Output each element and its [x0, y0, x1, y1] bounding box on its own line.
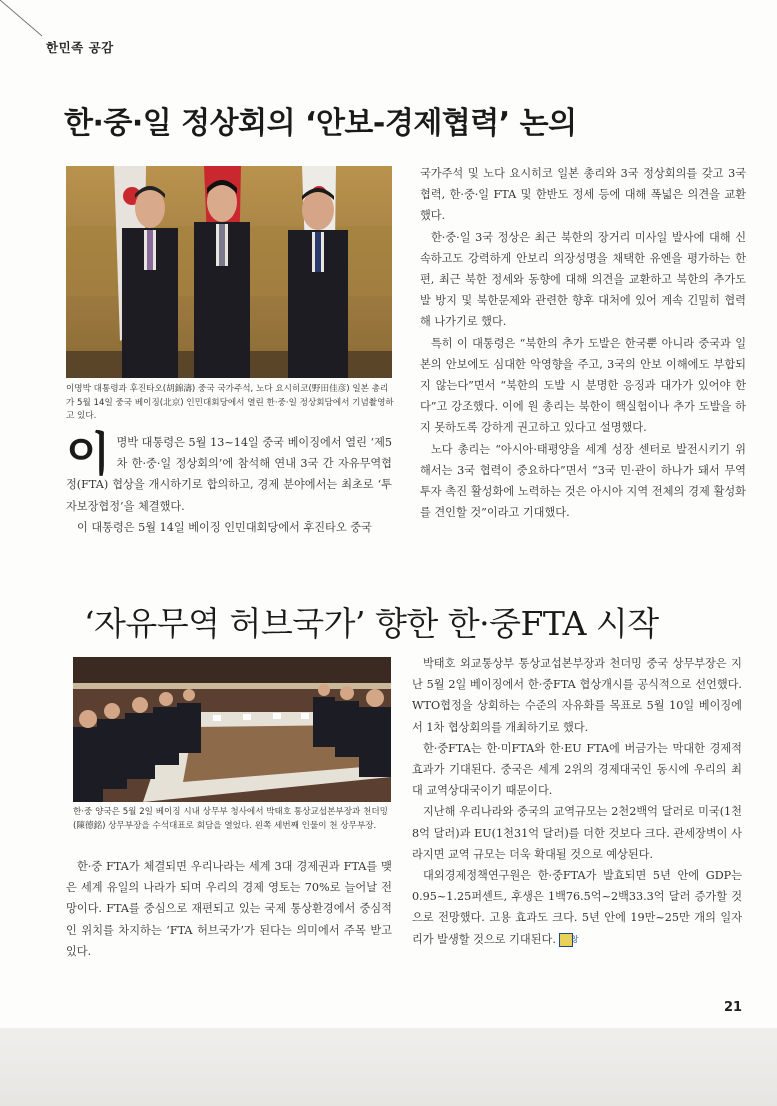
article1-paragraph: 이 대통령은 5월 14일 베이징 인민대회당에서 후진타오 중국 [77, 520, 372, 534]
article2-last-text: 대외경제정책연구원은 한·중FTA가 발효되면 5년 안에 GDP는 0.95~1.25퍼센트, 후생은 1백76.5억~2백33.3억 달러 증가할 것으로 전망했다. 고용 효과도 크다. 5년 안에 19만~25만 개의 일자리가 발생할 것으로 기대된다. [412, 869, 742, 946]
page-bottom-shadow [0, 1028, 777, 1106]
article2-paragraph: 박태호 외교통상부 통상교섭본부장과 천더밍 중국 상무부장은 지난 5월 2일 베이징에서 한·중FTA 협상개시를 공식적으로 선언했다. WTO협정을 상회하는 수준의 자유화를 목표로 5월 10일 베이징에서 1차 협상회의를 개최하기로 했다. [412, 657, 742, 734]
end-mark-icon: 창 [559, 933, 573, 947]
article1-lead-text: 명박 대통령은 5월 13~14일 중국 베이징에서 열린 ‘제5차 한·중·일 정상회의’에 참석해 연내 3국 간 자유무역협정(FTA) 협상을 개시하기로 합의하고, 경제 분야에서는 최초로 ‘투자보장협정’을 체결했다. [66, 436, 392, 513]
article2-paragraph: 지난해 우리나라와 중국의 교역규모는 2천2백억 달러로 미국(1천8억 달러)과 EU(1천31억 달러)를 더한 것보다 크다. 관세장벽이 사라지면 교역 규모는 더욱 확대될 것으로 예상된다. [412, 805, 742, 861]
fta-photo-caption: 한·중 양국은 5월 2일 베이징 시내 상무부 청사에서 박태호 통상교섭본부장과 천더밍(陳德銘) 상무부장을 수석대표로 회담을 열었다. 왼쪽 세번째 인물이 천 상무부장. [73, 807, 388, 831]
article2-title: ‘자유무역 허브국가’ 향한 한·중FTA 시작 [84, 604, 659, 643]
summit-photo-caption: 이명박 대통령과 후진타오(胡錦濤) 중국 국가주석, 노다 요시히코(野田佳彦) 일본 총리가 5월 14일 중국 베이징(北京) 인민대회당에서 열린 한·중·일 정상회담에서 기념촬영하고 있다. [66, 384, 394, 421]
article2-left-column [66, 856, 392, 962]
article1-lead-paragraph [66, 427, 392, 517]
section-tag: 한민족 공감 [46, 40, 114, 55]
summit-photo [66, 166, 392, 378]
dropcap: 이 [66, 427, 111, 481]
page-number: 21 [724, 1000, 743, 1015]
article1-paragraph: 국가주석 및 노다 요시히코 일본 총리와 3국 정상회의를 갖고 3국 협력, 한·중·일 FTA 및 한반도 정세 등에 대해 폭넓은 의견을 교환했다. [420, 167, 746, 223]
article1-paragraph: 한·중·일 3국 정상은 최근 북한의 장거리 미사일 발사에 대해 신속하고도 강력하게 안보리 의장성명을 채택한 유엔을 평가하는 한편, 최근 북한 정세와 동향에 대해 의견을 교환하고 북한의 추가도발 방지 및 북한문제와 관련한 향후 대처에 있어 계속 긴밀히 협력해 나가기로 했다. [420, 230, 746, 329]
article1-right-column [420, 163, 746, 523]
article2-right-column [412, 653, 742, 950]
article1-paragraph: 특히 이 대통령은 “북한의 추가 도발은 한국뿐 아니라 중국과 일본의 안보에도 심대한 악영향을 주고, 3국의 안보 이해에도 부합되지 않는다”면서 “북한의 도발 시 분명한 응징과 대가가 있어야 한다”고 강조했다. 이에 원 총리는 북한이 핵실험이나 추가 도발을 하지 못하도록 강하게 권고하고 있다고 설명했다. [420, 336, 746, 435]
fta-meeting-photo [73, 657, 391, 802]
article1-left-column [66, 427, 392, 538]
article2-paragraph: 한·중 FTA가 체결되면 우리나라는 세계 3대 경제권과 FTA를 맺은 세계 유일의 나라가 되며 우리의 경제 영토는 70%로 늘어날 전망이다. FTA를 중심으로 재편되고 있는 국제 통상환경에서 중심적인 위치를 차지하는 ‘FTA 허브국가’가 된다는 의미에서 주목 받고 있다. [66, 860, 392, 958]
article1-title: 한·중·일 정상회의 ‘안보-경제협력’ 논의 [64, 106, 577, 141]
article1-paragraph: 노다 총리는 “아시아·태평양을 세계 성장 센터로 발전시키기 위해서는 3국 협력이 중요하다”면서 “3국 민·관이 하나가 돼서 무역투자 촉진 활성화에 노력하는 것은 아시아 지역 전체의 경제 활성화를 견인할 것”이라고 기대했다. [420, 442, 746, 520]
article2-paragraph [412, 865, 742, 950]
article2-paragraph: 한·중FTA는 한·미FTA와 한·EU FTA에 버금가는 막대한 경제적 효과가 기대된다. 중국은 세계 2위의 경제대국인 동시에 우리의 최대 교역상대국이기 때문이다. [412, 741, 742, 798]
